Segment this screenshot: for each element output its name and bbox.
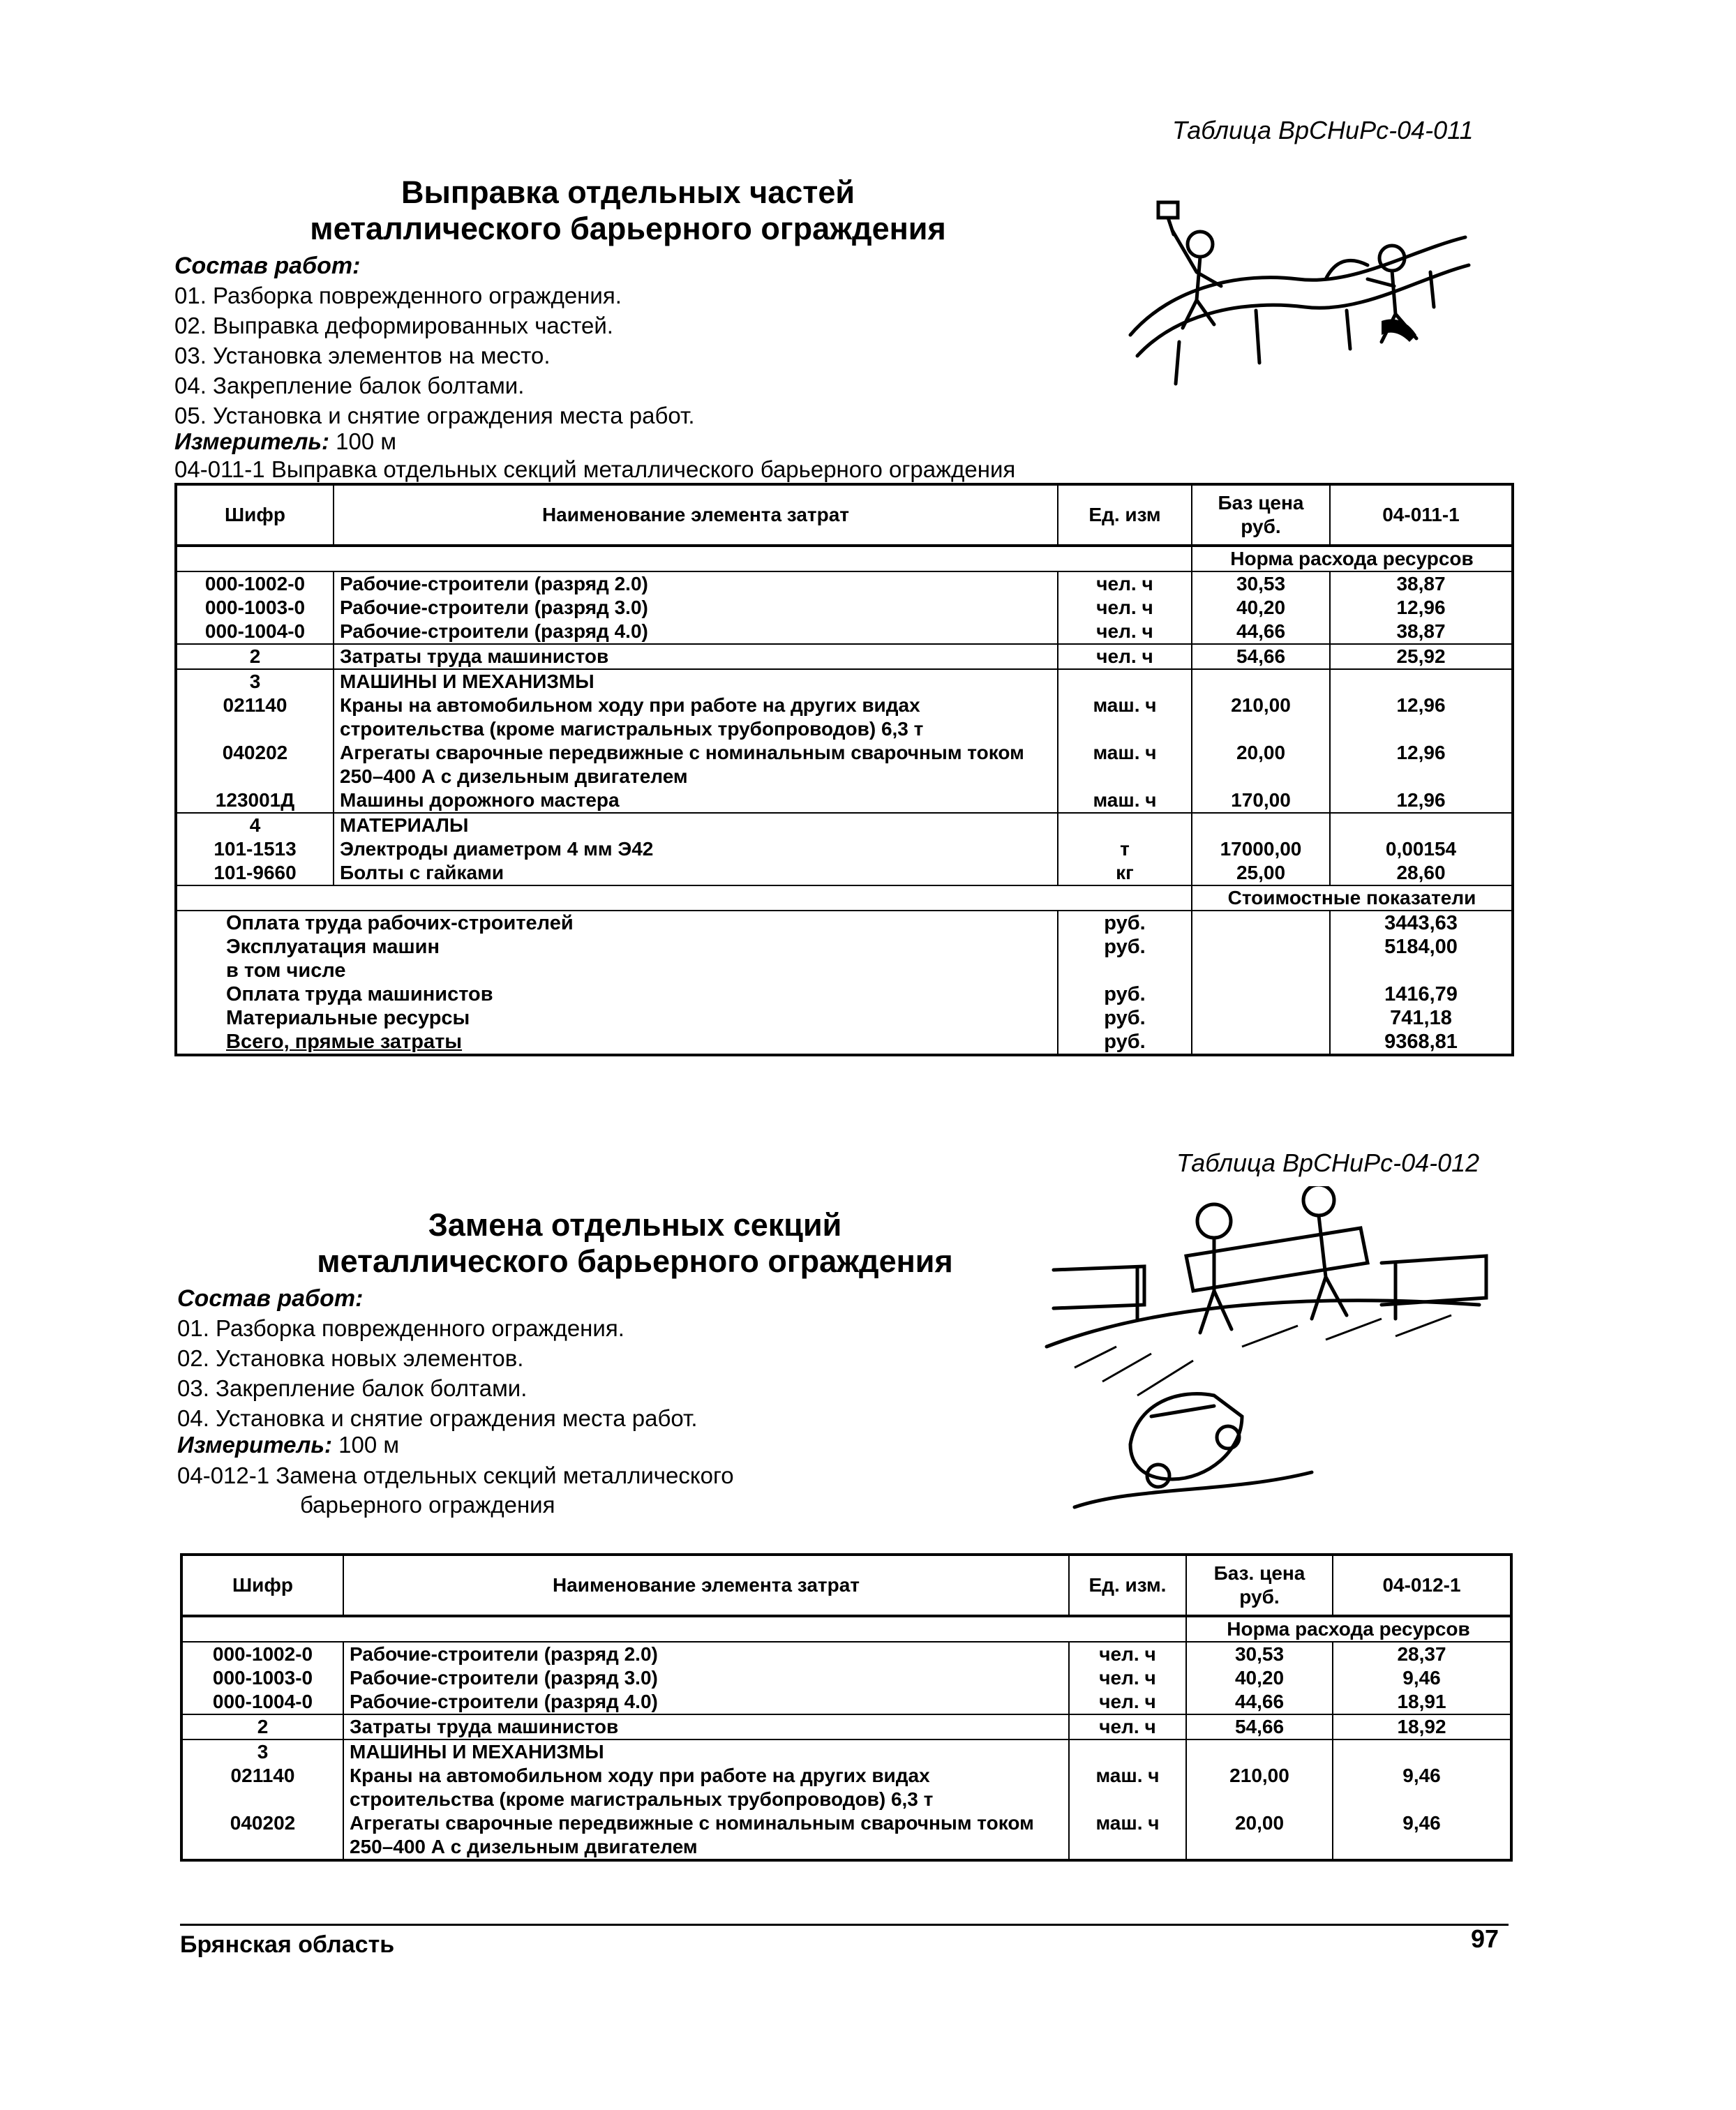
- band-row-resources: [181, 1616, 1511, 1642]
- cost-unit: руб.: [1058, 1030, 1192, 1055]
- table-reference-2: Таблица ВрСНиРс-04-012: [1176, 1148, 1480, 1177]
- cell-unit: [1058, 669, 1192, 694]
- cell-code: 2: [176, 644, 334, 669]
- cell-unit: чел. ч: [1058, 644, 1192, 669]
- cell-price: 20,00: [1192, 741, 1330, 788]
- col-header-unit: Ед. изм.: [1069, 1555, 1186, 1616]
- cell-name: Болты с гайками: [334, 861, 1058, 885]
- cell-price: [1192, 813, 1330, 837]
- cell-price: 30,53: [1192, 571, 1330, 596]
- cost-row: [176, 911, 1513, 935]
- cell-unit: чел. ч: [1069, 1642, 1186, 1666]
- cell-code: 101-1513: [176, 837, 334, 861]
- cell-name: Рабочие-строители (разряд 4.0): [334, 620, 1058, 644]
- cell-unit: маш. ч: [1069, 1811, 1186, 1860]
- work-item: 03. Установка элементов на место.: [174, 343, 551, 368]
- cell-norm: 25,92: [1330, 644, 1513, 669]
- cost-unit: руб.: [1058, 1006, 1192, 1030]
- measure-1: [174, 428, 396, 455]
- table-row: [176, 837, 1513, 861]
- cell-name: Рабочие-строители (разряд 3.0): [334, 596, 1058, 620]
- section-title-2-line1: Замена отдельных секций: [428, 1207, 842, 1243]
- cell-price: 17000,00: [1192, 837, 1330, 861]
- cell-code: 3: [176, 669, 334, 694]
- table-row: [181, 1714, 1511, 1739]
- cell-norm: 12,96: [1330, 741, 1513, 788]
- cell-price: 20,00: [1186, 1811, 1333, 1860]
- cell-code: 000-1004-0: [176, 620, 334, 644]
- measure-label: Измеритель:: [177, 1432, 332, 1458]
- cell-name: Рабочие-строители (разряд 2.0): [343, 1642, 1069, 1666]
- work-list-2: [177, 1313, 698, 1433]
- page-number: 97: [1471, 1924, 1499, 1953]
- cell-price: 40,20: [1192, 596, 1330, 620]
- cell-code: 021140: [181, 1764, 343, 1811]
- table-row: [176, 813, 1513, 837]
- cell-name: Рабочие-строители (разряд 3.0): [343, 1666, 1069, 1690]
- col-header-code: Шифр: [176, 484, 334, 546]
- table-row: [181, 1811, 1511, 1860]
- cell-norm: 0,00154: [1330, 837, 1513, 861]
- table-subheading-1: 04-011-1 Выправка отдельных секций металлического барьерного ограждения: [174, 456, 1016, 482]
- cell-norm: 12,96: [1330, 694, 1513, 741]
- cell-code: 000-1002-0: [176, 571, 334, 596]
- cell-name: Затраты труда машинистов: [343, 1714, 1069, 1739]
- cell-code: 123001Д: [176, 788, 334, 813]
- band-resources-label: Норма расхода ресурсов: [1192, 546, 1513, 571]
- cell-code: 021140: [176, 694, 334, 741]
- cost-label: в том числе: [176, 959, 1058, 982]
- section-title-1: [265, 174, 991, 247]
- resource-table-2: [180, 1553, 1513, 1862]
- work-list-1: [174, 280, 695, 431]
- table-row: [176, 788, 1513, 813]
- col-header-name: Наименование элемента затрат: [343, 1555, 1069, 1616]
- cell-code: 101-9660: [176, 861, 334, 885]
- table-row: [181, 1666, 1511, 1690]
- cell-code: 000-1004-0: [181, 1690, 343, 1714]
- measure-label: Измеритель:: [174, 428, 329, 454]
- cell-code: 000-1002-0: [181, 1642, 343, 1666]
- cell-norm: 28,60: [1330, 861, 1513, 885]
- table-subheading-2: [177, 1461, 734, 1520]
- cost-label: Материальные ресурсы: [176, 1006, 1058, 1030]
- cell-name: Рабочие-строители (разряд 4.0): [343, 1690, 1069, 1714]
- cost-label: Эксплуатация машин: [176, 935, 1058, 959]
- cell-name: Затраты труда машинистов: [334, 644, 1058, 669]
- cost-value: 3443,63: [1330, 911, 1513, 935]
- cell-unit: чел. ч: [1069, 1666, 1186, 1690]
- table-reference-1: Таблица ВрСНиРс-04-011: [1172, 116, 1474, 144]
- cell-name: МАТЕРИАЛЫ: [334, 813, 1058, 837]
- section-title-2: [272, 1207, 998, 1280]
- col-header-price: Баз. цена руб.: [1186, 1555, 1333, 1616]
- cell-unit: маш. ч: [1058, 741, 1192, 788]
- cell-unit: т: [1058, 837, 1192, 861]
- cell-name: Рабочие-строители (разряд 2.0): [334, 571, 1058, 596]
- cell-unit: [1069, 1739, 1186, 1764]
- table-row: [181, 1690, 1511, 1714]
- section-title-2-line2: металлического барьерного ограждения: [317, 1243, 953, 1279]
- cell-name: Машины дорожного мастера: [334, 788, 1058, 813]
- cell-norm: 12,96: [1330, 596, 1513, 620]
- cell-price: 210,00: [1192, 694, 1330, 741]
- col-header-code: Шифр: [181, 1555, 343, 1616]
- cell-price: 170,00: [1192, 788, 1330, 813]
- cost-value: 1416,79: [1330, 982, 1513, 1006]
- table-row: [176, 620, 1513, 644]
- cell-norm: 18,91: [1333, 1690, 1511, 1714]
- cell-unit: кг: [1058, 861, 1192, 885]
- cell-unit: чел. ч: [1069, 1690, 1186, 1714]
- work-item: 05. Установка и снятие ограждения места работ.: [174, 403, 695, 428]
- table-header-row: [176, 484, 1513, 546]
- cell-unit: маш. ч: [1069, 1764, 1186, 1811]
- cell-norm: [1333, 1739, 1511, 1764]
- cost-row: [176, 959, 1513, 982]
- cost-row: [176, 1006, 1513, 1030]
- work-item: 04. Закрепление балок болтами.: [174, 373, 525, 398]
- cost-value: 5184,00: [1330, 935, 1513, 959]
- footer-region: Брянская область: [180, 1931, 395, 1958]
- cell-norm: 38,87: [1330, 571, 1513, 596]
- col-header-norm: 04-011-1: [1330, 484, 1513, 546]
- cell-code: 000-1003-0: [181, 1666, 343, 1690]
- cost-row: [176, 1030, 1513, 1055]
- cell-unit: чел. ч: [1069, 1714, 1186, 1739]
- cell-norm: 18,92: [1333, 1714, 1511, 1739]
- cost-label: Оплата труда рабочих-строителей: [176, 911, 1058, 935]
- cell-norm: 28,37: [1333, 1642, 1511, 1666]
- work-composition-label-1: Состав работ:: [174, 253, 361, 279]
- cell-price: 210,00: [1186, 1764, 1333, 1811]
- table-row: [176, 694, 1513, 741]
- cell-unit: чел. ч: [1058, 620, 1192, 644]
- cell-name: МАШИНЫ И МЕХАНИЗМЫ: [334, 669, 1058, 694]
- band-row-cost: [176, 885, 1513, 911]
- cost-value: 9368,81: [1330, 1030, 1513, 1055]
- cell-code: 040202: [181, 1811, 343, 1860]
- cost-value: [1330, 959, 1513, 982]
- work-item: 01. Разборка поврежденного ограждения.: [177, 1315, 624, 1341]
- cell-code: 3: [181, 1739, 343, 1764]
- cell-price: 25,00: [1192, 861, 1330, 885]
- col-header-price: Баз цена руб.: [1192, 484, 1330, 546]
- measure-value: 100 м: [338, 1432, 400, 1458]
- cell-price: [1192, 669, 1330, 694]
- cell-unit: маш. ч: [1058, 788, 1192, 813]
- cell-norm: 38,87: [1330, 620, 1513, 644]
- cell-code: 2: [181, 1714, 343, 1739]
- table-row: [176, 669, 1513, 694]
- cell-unit: чел. ч: [1058, 596, 1192, 620]
- band-cost-label: Стоимостные показатели: [1192, 885, 1513, 911]
- cost-unit: руб.: [1058, 911, 1192, 935]
- footer-rule: [180, 1924, 1509, 1926]
- cell-norm: [1330, 813, 1513, 837]
- col-header-unit: Ед. изм: [1058, 484, 1192, 546]
- cost-label: Всего, прямые затраты: [176, 1030, 1058, 1055]
- work-composition-label-2: Состав работ:: [177, 1285, 364, 1312]
- cell-name: Краны на автомобильном ходу при работе на других видах строительства (кроме магистральных трубопроводов) 6,3 т: [343, 1764, 1069, 1811]
- workers-straightening-barrier-illustration: [1116, 188, 1479, 398]
- table-header-row: [181, 1555, 1511, 1616]
- cell-unit: чел. ч: [1058, 571, 1192, 596]
- cell-name: Электроды диаметром 4 мм Э42: [334, 837, 1058, 861]
- measure-value: 100 м: [336, 428, 397, 454]
- work-item: 02. Выправка деформированных частей.: [174, 313, 613, 338]
- cost-unit: руб.: [1058, 935, 1192, 959]
- cost-unit: руб.: [1058, 982, 1192, 1006]
- table-row: [181, 1739, 1511, 1764]
- table-row: [181, 1764, 1511, 1811]
- table-row: [176, 571, 1513, 596]
- work-item: 04. Установка и снятие ограждения места работ.: [177, 1405, 698, 1431]
- cell-price: 54,66: [1186, 1714, 1333, 1739]
- cell-norm: 9,46: [1333, 1666, 1511, 1690]
- cell-price: 54,66: [1192, 644, 1330, 669]
- cell-price: 44,66: [1192, 620, 1330, 644]
- band-row-resources: [176, 546, 1513, 571]
- cost-label: Оплата труда машинистов: [176, 982, 1058, 1006]
- measure-2: [177, 1432, 399, 1458]
- section-title-1-line1: Выправка отдельных частей: [401, 174, 855, 210]
- cell-norm: 9,46: [1333, 1764, 1511, 1811]
- work-item: 02. Установка новых элементов.: [177, 1345, 524, 1371]
- table-subheading-2-line2: барьерного ограждения: [300, 1492, 555, 1518]
- cost-row: [176, 982, 1513, 1006]
- table-row: [176, 861, 1513, 885]
- cell-price: 30,53: [1186, 1642, 1333, 1666]
- cell-price: 40,20: [1186, 1666, 1333, 1690]
- cost-row: [176, 935, 1513, 959]
- cell-norm: 9,46: [1333, 1811, 1511, 1860]
- cell-name: Агрегаты сварочные передвижные с номинальным сварочным током 250–400 А с дизельным двигателем: [334, 741, 1058, 788]
- col-header-norm: 04-012-1: [1333, 1555, 1511, 1616]
- table-subheading-2-line1: 04-012-1 Замена отдельных секций металлического: [177, 1462, 734, 1488]
- table-row: [181, 1642, 1511, 1666]
- col-header-name: Наименование элемента затрат: [334, 484, 1058, 546]
- section-title-1-line2: металлического барьерного ограждения: [310, 211, 946, 246]
- cell-code: 040202: [176, 741, 334, 788]
- cell-price: 44,66: [1186, 1690, 1333, 1714]
- cell-name: Краны на автомобильном ходу при работе на других видах строительства (кроме магистральных трубопроводов) 6,3 т: [334, 694, 1058, 741]
- table-row: [176, 741, 1513, 788]
- cell-norm: 12,96: [1330, 788, 1513, 813]
- work-item: 03. Закрепление балок болтами.: [177, 1375, 527, 1401]
- band-resources-label: Норма расхода ресурсов: [1186, 1616, 1511, 1642]
- cost-unit: [1058, 959, 1192, 982]
- resource-table-1: [174, 483, 1514, 1056]
- cell-code: 4: [176, 813, 334, 837]
- cell-code: 000-1003-0: [176, 596, 334, 620]
- table-row: [176, 596, 1513, 620]
- table-row: [176, 644, 1513, 669]
- cell-name: Агрегаты сварочные передвижные с номинальным сварочным током 250–400 А с дизельным двигателем: [343, 1811, 1069, 1860]
- cell-name: МАШИНЫ И МЕХАНИЗМЫ: [343, 1739, 1069, 1764]
- cost-value: 741,18: [1330, 1006, 1513, 1030]
- cell-norm: [1330, 669, 1513, 694]
- work-item: 01. Разборка поврежденного ограждения.: [174, 283, 622, 308]
- cell-price: [1186, 1739, 1333, 1764]
- cell-unit: маш. ч: [1058, 694, 1192, 741]
- cell-unit: [1058, 813, 1192, 837]
- workers-carrying-barrier-car-illustration: [1033, 1186, 1493, 1521]
